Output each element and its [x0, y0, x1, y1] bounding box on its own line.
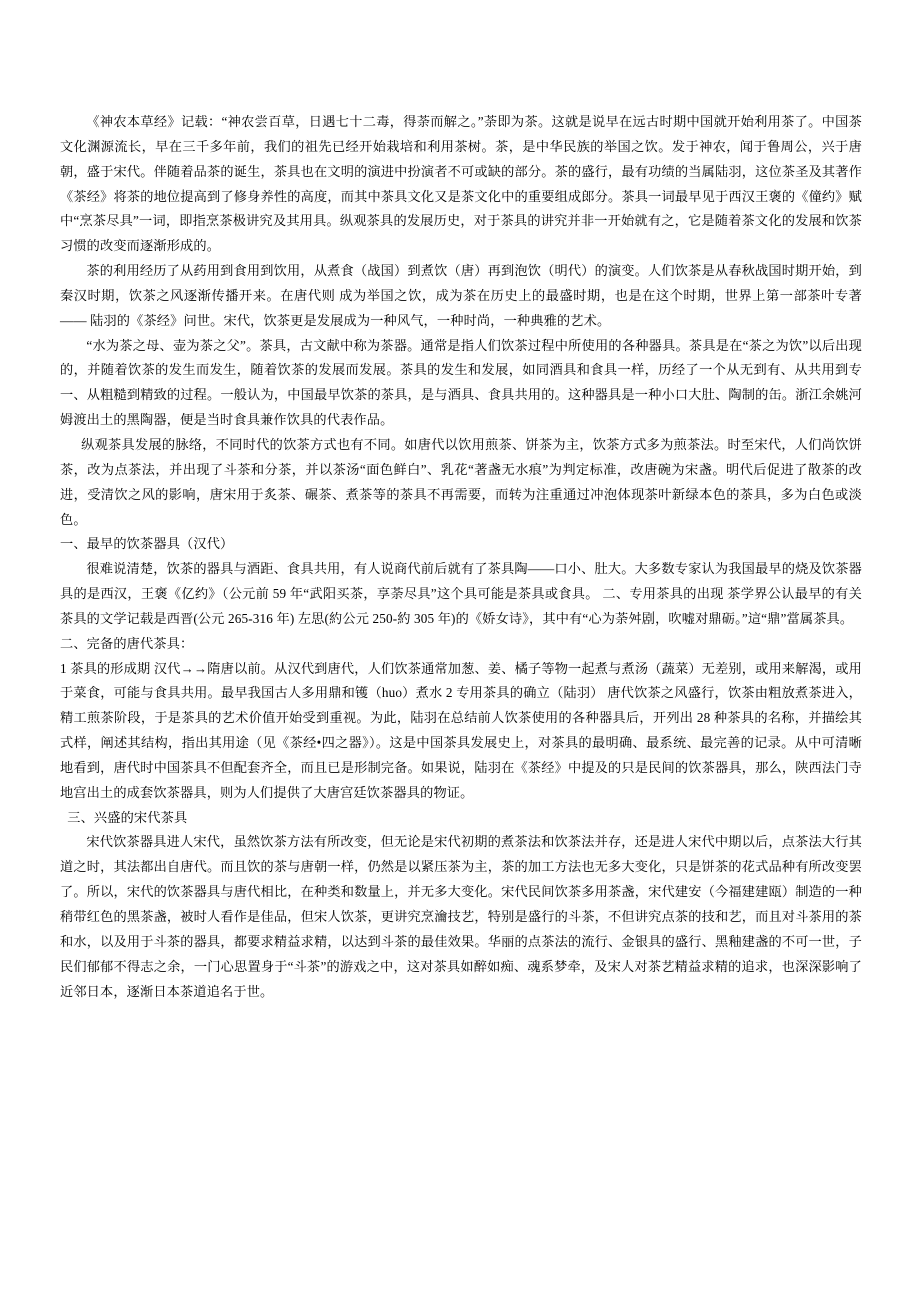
- document-body: [60, 110, 862, 1004]
- paragraph-song-dynasty-teaware: 宋代饮茶器具进人宋代，虽然饮茶方法有所改变，但无论是宋代初期的煮茶法和饮茶法并存，还是进人宋代中期以后，点茶法大行其道之时，其法都出自唐代。而且饮的茶与唐朝一样，仍然是以紧压茶为主，茶的加工方法也无多大变化，只是饼茶的花式品种有所改变罢了。所以，宋代的饮茶器具与唐代相比，在种类和数量上，并无多大变化。宋代民间饮茶多用茶盏，宋代建安（今福建建瓯）制造的一种稍带红色的黑茶盏，被时人看作是佳品，但宋人饮茶，更讲究烹瀹技艺，特别是盛行的斗茶，不但讲究点茶的技和艺，而且对斗茶用的茶和水，以及用于斗茶的器具，都要求精益求精，以达到斗茶的最佳效果。华丽的点茶法的流行、金银具的盛行、黑釉建盏的不可一世，子民们郁郁不得志之余，一门心思置身于“斗茶”的游戏之中，这对茶具如醉如痴、魂系梦牵，及宋人对茶艺精益求精的追求，也深深影响了近邻日本，逐渐日本茶道追名于世。: [60, 834, 862, 999]
- paragraph-tang-dynasty-teaware: 1 茶具的形成期 汉代→→隋唐以前。从汉代到唐代，人们饮茶通常加葱、姜、橘子等物一起煮与煮汤（蔬菜）无差别，或用来解渴，或用于菜食，可能与食具共用。最早我国古人多用鼎和镬（huo）煮水 2 专用茶具的确立（陆羽） 唐代饮茶之风盛行，饮茶由粗放煮茶进入，精工煎茶阶段，于是茶具的艺术价值开始受到重视。为此，陆羽在总结前人饮茶使用的各种器具后，开列出 28 种茶具的名称，并描绘其式样，阐述其结构，指出其用途（见《茶经•四之器》）。这是中国茶具发展史上，对茶具的最明确、最系统、最完善的记录。从中可清晰地看到，唐代时中国茶具不但配套齐全，而且已是形制完备。如果说，陆羽在《茶经》中提及的只是民间的饮茶器具，那么，陕西法门寺地宫出土的成套饮茶器具，则为人们提供了大唐宫廷饮茶器具的物证。: [60, 660, 862, 800]
- paragraph-water-and-pot: “水为茶之母、壶为茶之父”。茶具，古文献中称为茶器。通常是指人们饮茶过程中所使用的各种器具。茶具是在“茶之为饮”以后出现的，并随着饮茶的发生而发生，随着饮茶的发展而发展。茶具的发生和发展，如同酒具和食具一样，历经了一个从无到有、从共用到专一、从粗糙到精致的过程。一般认为，中国最早饮茶的茶具，是与酒具、食具共用的。这种器具是一种小口大肚、陶制的缶。浙江余姚河姆渡出土的黑陶器，便是当时食具兼作饮具的代表作品。: [60, 337, 862, 428]
- paragraph-earliest-teaware: 很难说清楚，饮茶的器具与酒距、食具共用，有人说商代前后就有了茶具陶——口小、肚大。大多数专家认为我国最早的烧及饮茶器具的是西汉，王褒《亿约》（公元前 59 年“武阳买茶，享荼尽具”这个具可能是茶具或食具。 二、专用茶具的出现 茶学界公认最早的有关茶具的文学记载是西晋(公元 265-316 年) 左思(約公元 250-約 305 年)的《娇女诗》，其中有“心为荼舛剧，吹嘘对鼎砺。”這“鼎”當属茶具。: [60, 561, 862, 626]
- paragraph-intro-shennong: 《神农本草经》记载：“神农尝百草，日遇七十二毒，得荼而解之。”荼即为茶。这就是说早在远古时期中国就开始利用茶了。中国茶文化渊源流长，早在三千多年前，我们的祖先已经开始栽培和利用茶树。茶，是中华民族的举国之饮。发于神农，闻于鲁周公，兴于唐朝，盛于宋代。伴随着品茶的诞生，茶具也在文明的演进中扮演者不可或缺的部分。茶的盛行，最有功绩的当属陆羽，这位茶圣及其著作《茶经》将茶的地位提高到了修身养性的高度，而其中茶具文化又是茶文化中的重要组成郎分。茶具一词最早见于西汉王褒的《僮约》赋中“烹茶尽具”一词，即指烹茶极讲究及其用具。纵观茶具的发展历史，对于茶具的讲究并非一开始就有之，它是随着茶文化的发展和饮茶习惯的改变而逐渐形成的。: [60, 114, 862, 254]
- section-heading-three: 三、兴盛的宋代茶具: [67, 809, 188, 825]
- paragraph-teaware-lineage: 纵观茶具发展的脉络，不同时代的饮茶方式也有不同。如唐代以饮用煎茶、饼茶为主，饮茶方式多为煎茶法。时至宋代，人们尚饮饼茶，改为点茶法，并出现了斗茶和分茶，并以茶汤“面色鲜白”、乳花“著盏无水痕”为判定标准，改唐碗为宋盏。明代后促进了散茶的改进，受清饮之风的影响，唐宋用于炙茶、碾茶、煮茶等的茶具不再需要，而转为注重通过冲泡体现茶叶新绿本色的茶具，多为白色或淡色。: [60, 436, 862, 527]
- paragraph-tea-usage-evolution: 茶的利用经历了从药用到食用到饮用，从煮食（战国）到煮饮（唐）再到泡饮（明代）的演变。人们饮茶是从春秋战国时期开始，到秦汉时期，饮茶之风逐渐传播开来。在唐代则 成为举国之饮，成为茶在历史上的最盛时期，也是在这个时期，世界上第一部茶叶专著—— 陆羽的《茶经》问世。宋代，饮茶更是发展成为一种风气，一种时尚，一种典雅的艺术。: [60, 263, 862, 328]
- section-heading-two: 二、完备的唐代茶具：: [60, 635, 194, 651]
- section-heading-one: 一、最早的饮茶器具（汉代）: [60, 536, 234, 552]
